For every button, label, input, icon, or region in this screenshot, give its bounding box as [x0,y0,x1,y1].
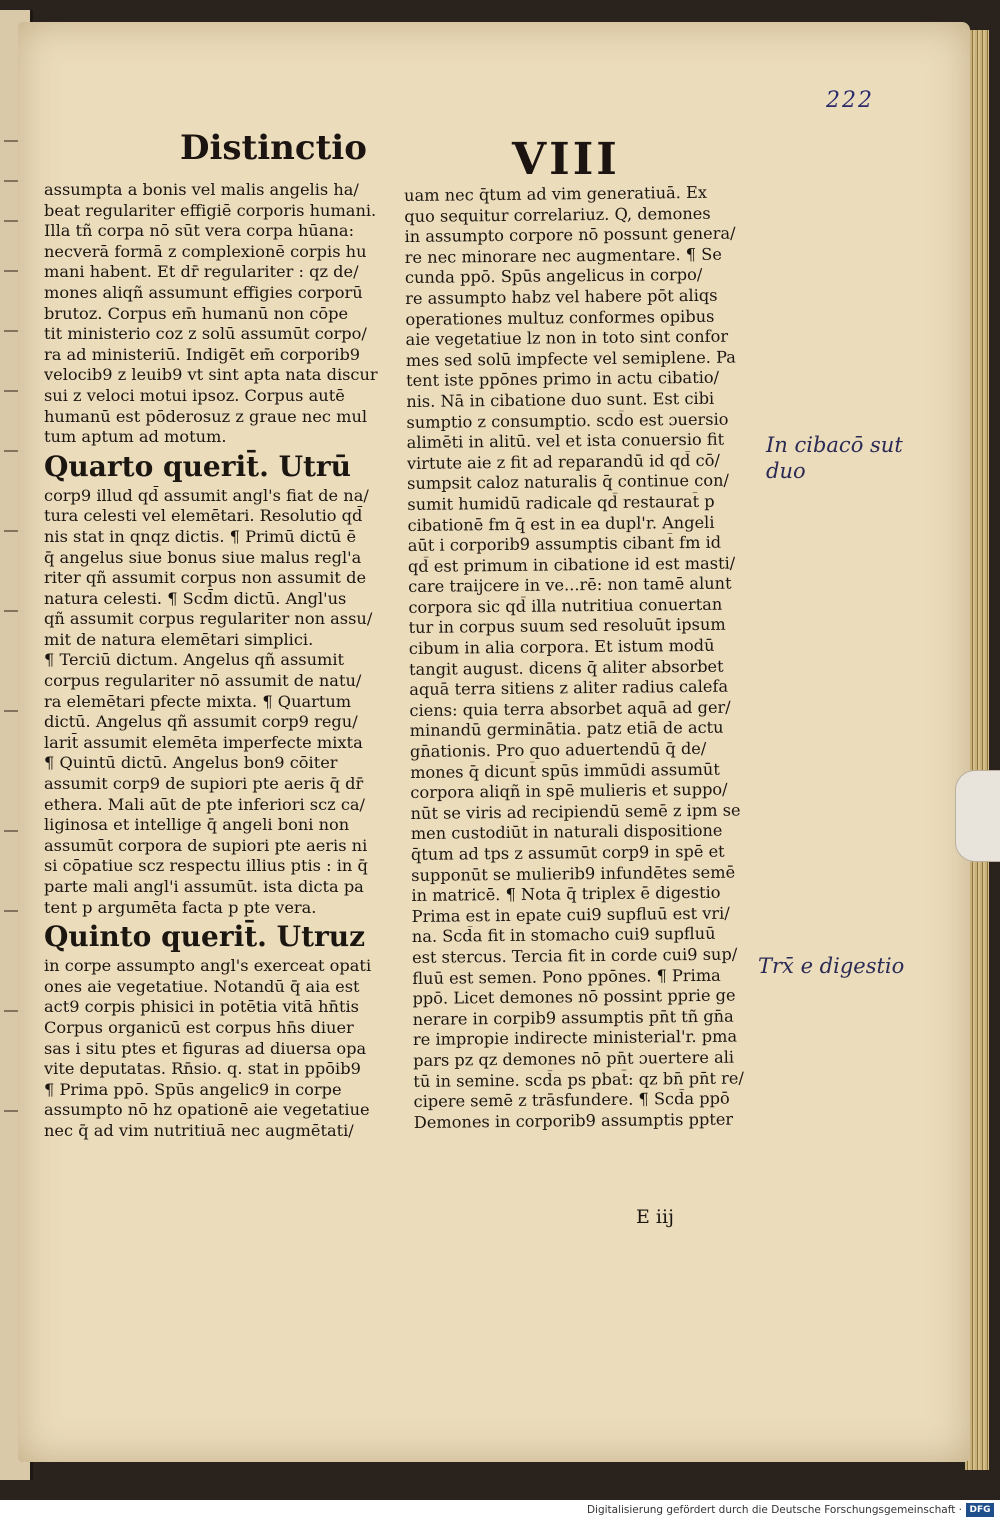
text-line: vite deputatas. Rn̄sio. q. stat in ppōib9 [44,1059,361,1079]
credit-bar [0,1500,1000,1522]
text-line: tur in corpus suum sed resoluūt ipsum [408,615,726,638]
text-line: cibationē fm q̄ est in ea dupl'r. Angeli [407,512,715,535]
text-line: ra elemētari pfecte mixta. ¶ Quartum [44,691,352,711]
text-line: ¶ Prima ppō. Spūs angelic9 in corpe [44,1079,342,1099]
text-line: sas i situ ptes et figuras ad diuersa opa [44,1038,367,1058]
text-line: quo sequitur correlariuz. Q, demones [404,203,711,226]
text-line: supponūt se mulierib9 infundētes semē [411,862,736,885]
text-line: cipere semē z trāsfundere. ¶ Scd̄a ppō [413,1088,730,1112]
text-line: ra ad ministeriū. Indigēt em̄ corporib9 [44,344,361,364]
text-column-right [404,182,774,1133]
text-line: sumit humidū radicale qd̄ restaurat̄ p [407,491,715,514]
text-line: alimēti in alitū. vel et ista conuersio fit [406,429,725,453]
text-line: care traijcere in ve...rē: non tamē alunt [408,573,732,597]
folio-number: 222 [826,88,874,113]
text-line: corpora aliqñ in spē mulieris et suppo/ [410,779,728,803]
text-line: assumpto nō hz opationē aie vegetatiue [44,1100,370,1120]
text-line: sumpsit caloz naturalis q̄ continue con/ [407,470,729,494]
text-line: mones q̄ dicunt̄ spūs immūdi assumūt [410,759,720,782]
text-line: ciens: quia terra absorbet aquā ad ger/ [409,697,731,720]
text-line: ¶ Quintū dictū. Angelus bon9 cōiter [44,753,338,773]
text-line: Corpus organicū est corpus hn̄s diuer [44,1017,354,1037]
text-line: ¶ Terciū dictum. Angelus qñ assumit [44,650,345,670]
text-line: operationes multuz conformes opibus [405,306,715,329]
text-line: tum aptum ad motum. [44,427,227,447]
text-line: q̄ angelus siue bonus siue malus regl'a [44,547,362,567]
text-line: Quinto querit̄. Utruz [44,920,366,954]
text-line: mones aliqñ assumunt effigies corporū [44,282,363,302]
text-line: velocib9 z leuib9 vt sint apta nata discur [44,365,378,385]
text-line: parte mali angl'i assumūt. ista dicta pa [44,877,364,896]
text-line: virtute aie z fit ad reparandū id qd̄ cō/ [406,450,720,473]
text-line: minandū germinātia. patz etiā de actu [409,718,724,741]
text-line: ones aie vegetatiue. Notandū q̄ aia est [44,976,360,996]
text-line: act9 corpis phisici in potētia vitā hn̄tis [44,997,359,1017]
text-line: q̄tum ad tps z assumūt corp9 in spē et [410,841,725,864]
text-line: aūt i corporib9 assumptis cibant̄ fm id [407,532,722,556]
text-line: brutoz. Corpus em̄ humanū non cōpe [44,303,349,323]
text-line: tura celesti vel elemētari. Resolutio qd̄ [44,506,363,526]
text-line: aquā terra sitiens z aliter radius calefa [409,676,729,700]
text-line: natura celesti. ¶ Scd̄m dictū. Angl'us [44,588,347,608]
signature-mark: E iij [636,1206,674,1228]
text-line: nis stat in qnqz dictis. ¶ Primū dictū ē [44,526,357,546]
text-line: tent p argumēta facta p pte vera. [44,897,317,917]
text-line: sumptio z consumptio. scd̄o est ɔuersio [406,409,729,432]
text-line: pars pz qz demones nō pn̄t ɔuertere ali [413,1047,735,1070]
text-line: ethera. Mali aūt de pte inferiori scz ca/ [44,794,366,814]
text-line: assumit corp9 de supiori pte aeris q̄ dr̄ [44,774,364,794]
text-line: tent iste ppōnes primo in actu cibatio/ [405,368,720,391]
text-line: na. Scd̄a fit in stomacho cui9 supfluū [411,924,716,947]
text-line: est stercus. Tercia fit in corde cui9 sup/ [411,944,738,967]
text-line: tū in semine. scd̄a ps pbat̄: qz bn̄ pn̄t re/ [413,1068,745,1091]
text-line: men custodiūt in naturali dispositione [410,821,723,844]
text-line: mes sed solū impfecte vel semiplene. Pa [405,347,736,370]
text-line: nec q̄ ad vim nutritiuā nec augmētati/ [44,1120,354,1140]
text-line: necverā formā z complexionē corpis hu [44,241,367,261]
text-line: fluū est semen. Pono ppōnes. ¶ Prima [412,965,721,988]
marginal-note-1 [766,432,903,484]
text-line: re assumpto habz vel habere pōt aliqs [405,285,718,308]
page-clip [955,770,1000,862]
text-line: uam nec q̄tum ad vim generatiuā. Ex [404,182,708,205]
text-line: qñ assumit corpus regulariter non assu/ [44,609,373,629]
credit-text: Digitalisierung gefördert durch die Deutsche Forschungsgemeinschaft · [586,1504,962,1516]
text-line: tit ministerio coz z solū assumūt corpo/ [44,324,367,344]
text-line: cibum in alia corpora. Et istum modū [408,635,715,659]
marginal-note-2: Trx̄ e digestio [758,954,905,978]
text-column-left [44,180,389,1142]
text-line: ppō. Licet demones nō possint pprie ge [412,985,736,1009]
text-line: nūt se viris ad recipiendū semē z ipm se [410,800,741,823]
text-line: cunda ppō. Spūs angelicus in corpo/ [404,265,703,288]
text-line: Prima est in epate cui9 supfluū est vri/ [411,903,730,926]
running-head-right: VIII [512,134,620,185]
text-line: Quarto querit̄. Utrū [44,449,352,483]
text-line: assumūt corpora de supiori pte aeris ni [44,835,368,855]
text-line: humanū est pōderosuz z graue nec mul [44,406,368,426]
text-line: in corpe assumpto angl's exerceat opati [44,956,372,976]
text-line: aie vegetatiue lz non in toto sint confor [405,326,729,350]
text-line: dictū. Angelus qñ assumit corp9 regu/ [44,712,358,732]
text-line: corp9 illud qd̄ assumit angl's fiat de na/ [44,485,369,505]
text-line: mani habent. Et dr̄ regulariter : qz de/ [44,262,359,282]
running-head-left: Distinctio [180,128,367,168]
text-line: mit de natura elemētari simplici. [44,629,314,649]
text-line: qd̄ est primum in cibatione id est masti/ [407,553,736,576]
text-line: Illa tñ corpa nō sūt vera corpa hūana: [44,221,355,241]
text-line: corpus regulariter nō assumit de natu/ [44,671,362,691]
text-line: nerare in corpib9 assumptis pn̄t tñ gn̄a [412,1006,734,1029]
text-line: beat regulariter effigiē corporis humani. [44,200,377,220]
text-line: Demones in corporib9 assumptis ppter [413,1109,734,1132]
text-line: in assumpto corpore nō possunt genera/ [404,223,736,247]
text-line: corpora sic qd̄ illa nutritiua conuertan [408,594,723,617]
marginal-note-1-line-2: duo [766,459,806,483]
text-line: riter qñ assumit corpus non assumit de [44,568,367,588]
text-line: re nec minorare nec augmentare. ¶ Se [404,244,722,267]
text-line: larit̄ assumit elemēta imperfecte mixta [44,732,363,752]
text-line: assumpta a bonis vel malis angelis ha/ [44,180,359,199]
text-line: in matricē. ¶ Nota q̄ triplex ē digestio [411,882,721,906]
text-line: tangit august. dicens q̄ aliter absorbet [408,656,724,679]
text-line: liginosa et intellige q̄ angeli boni non [44,815,350,835]
text-line: re impropie indirecte ministerial'r. pma [412,1026,738,1050]
text-line: sui z veloci motui ipsoz. Corpus autē [44,385,345,405]
text-line: nis. Nā in cibatione duo sunt. Est cibi [406,388,715,411]
marginal-note-1-line-1: In cibacō sut [766,433,903,457]
text-line: si cōpatiue scz respectu illius ptis : in q̄ [44,856,368,876]
dfg-logo: DFG [966,1503,994,1517]
text-line: gn̄ationis. Pro quo aduertendū q̄ de/ [409,738,707,761]
